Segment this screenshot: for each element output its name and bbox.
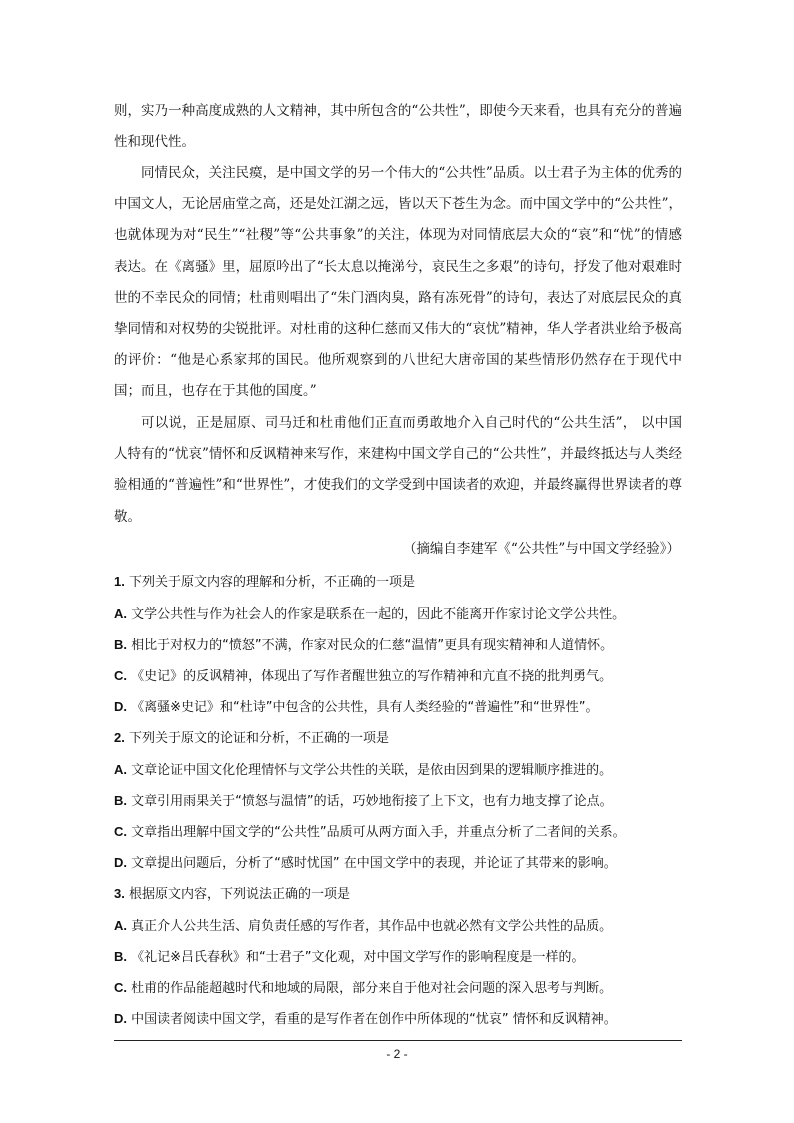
question-number: 3. — [114, 886, 125, 901]
option-text: 中国读者阅读中国文学，看重的是写作者在创作中所体现的“忧哀” 情怀和反讽精神。 — [131, 1012, 617, 1027]
paragraph-text: 可以说，正是屈原、司马迁和杜甫他们正直而勇敢地介入自己时代的“公共生活”， 以中国人特有的“忧哀”情怀和反讽精神来写作，来建构中国文学自己的“公共性”，并最终抵达与人类经验相通的“普遍性”和“世界性”，才使我们的文学受到中国读者的欢迎，并最终赢得世界读者的尊敬。 — [114, 415, 682, 525]
option-letter: B. — [114, 793, 127, 808]
question-text: 下列关于原文内容的理解和分析，不正确的一项是 — [128, 575, 415, 590]
option-letter: C. — [114, 980, 127, 995]
option-text: 《离骚※史记》和“杜诗”中包含的公共性，具有人类经验的“普遍性”和“世界性”。 — [131, 700, 599, 715]
option-text: 《史记》的反讽精神，体现出了写作者醒世独立的写作精神和亢直不挠的批判勇气。 — [131, 669, 613, 684]
option-letter: A. — [114, 918, 127, 933]
passage-paragraph-3 — [114, 408, 682, 533]
passage-paragraph-2 — [114, 158, 682, 408]
option-letter: A. — [114, 606, 127, 621]
option-text: 杜甫的作品能超越时代和地域的局限，部分来自于他对社会问题的深入思考与判断。 — [131, 981, 613, 996]
question-1-option-b — [114, 634, 686, 653]
option-letter: D. — [114, 1011, 127, 1026]
option-letter: A. — [114, 762, 127, 777]
question-number: 1. — [114, 574, 125, 589]
option-text: 文章论证中国文化伦理情怀与文学公共性的关联，是依由因到果的逻辑顺序推进的。 — [131, 763, 613, 778]
source-citation: （摘编自李建军《“公共性”与中国文学经验》） — [402, 541, 680, 557]
question-2-option-b — [114, 790, 686, 809]
option-text: 相比于对权力的“愤怒”不满，作家对民众的仁慈“温情”更具有现实精神和人道情怀。 — [131, 638, 614, 653]
question-3-option-b — [114, 946, 686, 965]
option-letter: C. — [114, 668, 127, 683]
option-letter: C. — [114, 824, 127, 839]
question-3-option-d — [114, 1008, 686, 1027]
question-3-option-a — [114, 915, 686, 934]
option-text: 文章指出理解中国文学的“公共性”品质可从两方面入手，并重点分析了二者间的关系。 — [131, 825, 626, 840]
question-3-stem — [114, 883, 686, 902]
option-letter: B. — [114, 949, 127, 964]
option-text: 文章引用雨果关于“愤怒与温情”的话，巧妙地衔接了上下文，也有力地支撑了论点。 — [131, 794, 613, 809]
question-3-option-c — [114, 977, 686, 996]
question-2-option-c — [114, 821, 686, 840]
option-text: 文章提出问题后，分析了“感时忧国” 在中国文学中的表现，并论证了其带来的影响。 — [131, 856, 617, 871]
option-text: 真正介人公共生活、肩负责任感的写作者，其作品中也就必然有文学公共性的品质。 — [131, 919, 613, 934]
option-text: 文学公共性与作为社会人的作家是联系在一起的，因此不能离开作家讨论文学公共性。 — [131, 607, 626, 622]
footer-divider — [114, 1040, 682, 1041]
option-text: 《礼记※吕氏春秋》和“士君子”文化观，对中国文学写作的影响程度是一样的。 — [131, 950, 585, 965]
paragraph-text: 同情民众，关注民瘼，是中国文学的另一个伟大的“公共性”品质。以士君子为主体的优秀的中国文人，无论居庙堂之高，还是处江湖之远，皆以天下苍生为念。而中国文学中的“公共性”，也就体现为对“民生”“社稷”等“公共事象”的关注，体现为对同情底层大众的“哀”和“忧”的情感表达。在《离骚》里，屈原吟出了“长太息以掩涕兮，哀民生之多艰”的诗句，抒发了他对艰难时世的不幸民众的同情；杜甫则唱出了“朱门酒肉臭，路有冻死骨”的诗句，表达了对底层民众的真挚同情和对权势的尖锐批评。对杜甫的这种仁慈而又伟大的“哀忧”精神，华人学者洪业给予极高的评价：“他是心系家邦的国民。他所观察到的八世纪大唐帝国的某些情形仍然存在于现代中国；而且，也存在于其他的国度。” — [114, 165, 682, 400]
paragraph-text: 则，实乃一种高度成熟的人文精神，其中所包含的“公共性”，即使今天来看，也具有充分的普遍性和现代性。 — [114, 103, 682, 151]
question-1-stem — [114, 571, 686, 590]
question-text: 下列关于原文的论证和分析，不正确的一项是 — [128, 731, 389, 746]
option-letter: B. — [114, 637, 127, 652]
question-1-option-c — [114, 665, 686, 684]
question-2-stem — [114, 727, 686, 746]
question-1-option-d — [114, 696, 686, 715]
passage-paragraph-1 — [114, 96, 682, 158]
question-text: 根据原文内容，下列说法正确的一项是 — [128, 887, 350, 902]
question-1-option-a — [114, 603, 686, 622]
option-letter: D. — [114, 699, 127, 714]
question-2-option-a — [114, 759, 686, 778]
option-letter: D. — [114, 855, 127, 870]
question-number: 2. — [114, 730, 125, 745]
question-2-option-d — [114, 852, 686, 871]
page-number: - 2 - — [386, 1047, 408, 1061]
